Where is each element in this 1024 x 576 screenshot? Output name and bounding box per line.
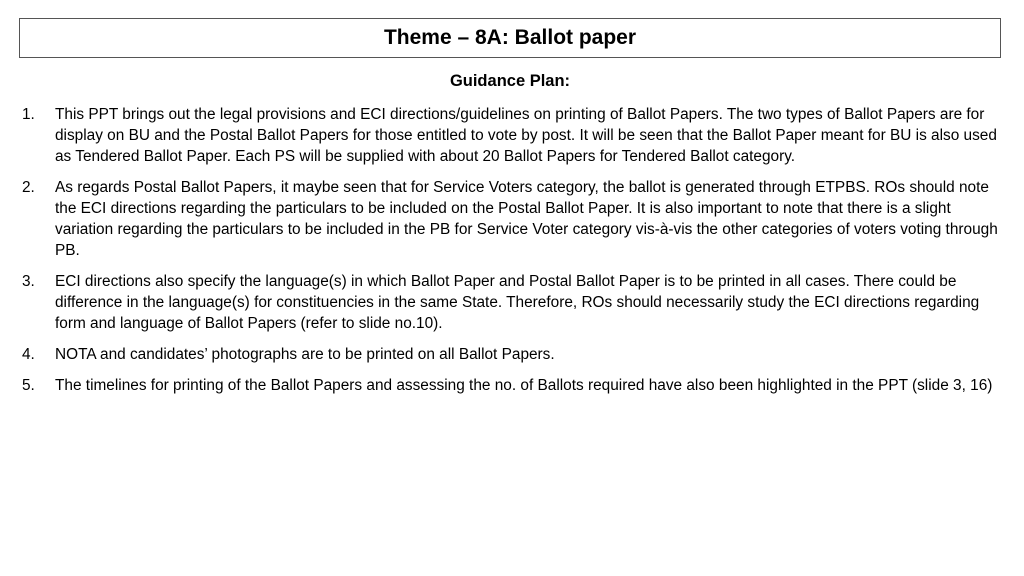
item-text: This PPT brings out the legal provisions and ECI directions/guidelines on printing of Ballot Papers. The two types of Ballot Papers are for display on BU and the Postal Ballot Papers for those entitled to vote by post. It will be seen that the Ballot Paper meant for BU is also used as Tendered Ballot Paper. Each PS will be supplied with about 20 Ballot Papers for Tendered Ballot category. <box>55 106 997 165</box>
item-text: ECI directions also specify the language(s) in which Ballot Paper and Postal Ballot Paper is to be printed in all cases. There could be difference in the language(s) for constituencies in the same State. Therefore, ROs should necessarily study the ECI directions regarding form and language of Ballot Papers (refer to slide no.10). <box>55 273 980 332</box>
slide-title: Theme – 8A: Ballot paper <box>383 26 637 49</box>
item-number: 4. <box>22 346 35 363</box>
item-number: 5. <box>22 377 35 394</box>
list-item <box>22 271 1002 334</box>
slide-title-box <box>19 18 1001 58</box>
item-text: As regards Postal Ballot Papers, it maybe seen that for Service Voters category, the ballot is generated through ETPBS. ROs should note the ECI directions regarding the particulars to be included on the Postal Ballot Paper. It is also important to note that there is a slight variation regarding the particulars to be included in the PB for Service Voter category vis-à-vis the other categories of voters voting through PB. <box>55 179 998 259</box>
guidance-plan-heading: Guidance Plan: <box>449 72 571 90</box>
item-number: 3. <box>22 273 35 290</box>
guidance-list <box>22 104 1002 406</box>
item-text: NOTA and candidates’ photographs are to be printed on all Ballot Papers. <box>55 346 555 363</box>
item-text: The timelines for printing of the Ballot Papers and assessing the no. of Ballots required have also been highlighted in the PPT (slide 3, 16) <box>55 377 993 394</box>
list-item <box>22 104 1002 167</box>
item-number: 2. <box>22 179 35 196</box>
item-number: 1. <box>22 106 35 123</box>
list-item <box>22 344 1002 365</box>
list-item <box>22 177 1002 261</box>
list-item <box>22 375 1002 396</box>
